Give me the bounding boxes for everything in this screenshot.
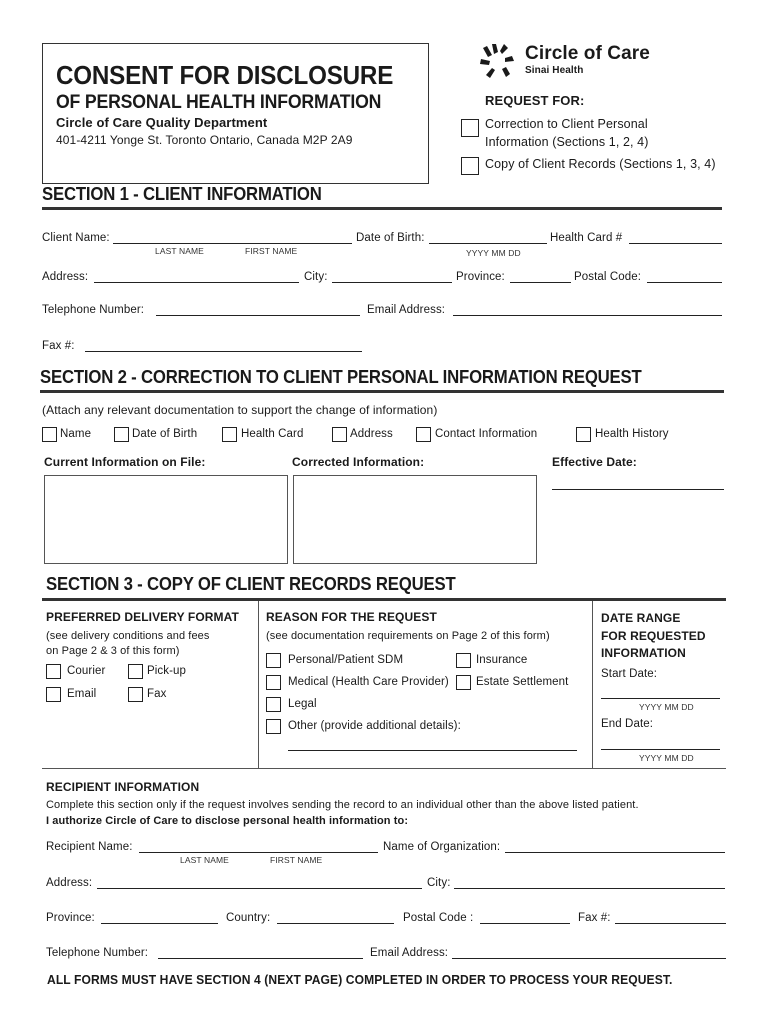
client-last-name-caption: LAST NAME [155,246,204,256]
correct-health-history-checkbox[interactable] [576,427,591,442]
reason-medical-checkbox[interactable] [266,675,281,690]
delivery-courier-label: Courier [67,665,106,677]
logo-name: Circle of Care [525,43,650,64]
recipient-email-label: Email Address: [370,947,449,959]
start-date-label: Start Date: [601,668,658,680]
effective-date-label: Effective Date: [552,455,637,469]
address-field[interactable] [94,282,299,283]
logo-mark-icon [478,42,518,82]
delivery-courier-checkbox[interactable] [46,664,61,679]
delivery-pickup-checkbox[interactable] [128,664,143,679]
delivery-note-line1: (see delivery conditions and fees [46,630,210,642]
reason-note: (see documentation requirements on Page 2 of this form) [266,630,550,642]
delivery-pickup-label: Pick-up [147,665,187,677]
end-date-field[interactable] [601,749,720,750]
request-for-label: REQUEST FOR: [485,93,585,108]
correct-address-checkbox[interactable] [332,427,347,442]
department-name: Circle of Care Quality Department [56,115,268,130]
section1-rule [42,207,722,210]
recipient-postal-code-field[interactable] [480,923,570,924]
address-label: Address: [42,271,89,283]
recipient-telephone-label: Telephone Number: [46,947,149,959]
telephone-label: Telephone Number: [42,304,145,316]
dob-label: Date of Birth: [356,232,425,244]
health-card-label: Health Card # [550,232,623,244]
recipient-province-label: Province: [46,912,95,924]
start-date-format-caption: YYYY MM DD [639,702,694,712]
reason-legal-label: Legal [288,698,317,710]
reason-personal-sdm-label: Personal/Patient SDM [288,654,404,666]
reason-legal-checkbox[interactable] [266,697,281,712]
section3-heading: SECTION 3 - COPY OF CLIENT RECORDS REQUEST [46,574,456,594]
recipient-postal-code-label: Postal Code : [403,912,474,924]
department-address: 401-4211 Yonge St. Toronto Ontario, Canada M2P 2A9 [56,133,353,147]
correct-contact-label: Contact Information [435,428,538,440]
recipient-city-label: City: [427,877,451,889]
request-correction-label-line2: Information (Sections 1, 2, 4) [485,135,649,149]
correct-contact-checkbox[interactable] [416,427,431,442]
correct-address-label: Address [350,428,393,440]
correct-health-card-checkbox[interactable] [222,427,237,442]
city-label: City: [304,271,328,283]
email-field[interactable] [453,315,722,316]
request-copy-label: Copy of Client Records (Sections 1, 3, 4) [485,157,716,171]
section3-rule [42,598,726,601]
reason-other-details-field[interactable] [288,750,577,751]
correct-dob-label: Date of Birth [132,428,198,440]
correct-dob-checkbox[interactable] [114,427,129,442]
correct-health-history-label: Health History [595,428,669,440]
current-info-textbox[interactable] [44,475,288,564]
city-field[interactable] [332,282,452,283]
request-correction-label-line1: Correction to Client Personal [485,117,648,131]
section2-heading: SECTION 2 - CORRECTION TO CLIENT PERSONAL INFORMATION REQUEST [40,367,642,387]
client-name-label: Client Name: [42,232,110,244]
recipient-heading: RECIPIENT INFORMATION [46,780,200,794]
recipient-name-field[interactable] [139,852,378,853]
dob-field[interactable] [429,243,547,244]
client-name-field[interactable] [113,243,352,244]
reason-insurance-label: Insurance [476,654,528,666]
footer-notice: ALL FORMS MUST HAVE SECTION 4 (NEXT PAGE) COMPLETED IN ORDER TO PROCESS YOUR REQUEST. [47,972,673,987]
delivery-fax-label: Fax [147,688,167,700]
delivery-email-label: Email [67,688,97,700]
recipient-country-field[interactable] [277,923,394,924]
corrected-info-textbox[interactable] [293,475,537,564]
email-label: Email Address: [367,304,446,316]
delivery-heading: PREFERRED DELIVERY FORMAT [46,610,239,624]
date-range-heading-line3: INFORMATION [601,646,686,660]
form-title-line2: OF PERSONAL HEALTH INFORMATION [56,92,382,113]
logo-subname: Sinai Health [525,65,584,76]
form-title-line1: CONSENT FOR DISCLOSURE [56,60,394,90]
province-field[interactable] [510,282,571,283]
recipient-last-name-caption: LAST NAME [180,855,229,865]
recipient-note: Complete this section only if the request involves sending the record to an individual other than the above listed patient. [46,799,639,811]
effective-date-field[interactable] [552,489,724,490]
fax-label: Fax #: [42,340,75,352]
end-date-label: End Date: [601,718,654,730]
reason-other-checkbox[interactable] [266,719,281,734]
delivery-note-line2: on Page 2 & 3 of this form) [46,645,180,657]
section1-heading: SECTION 1 - CLIENT INFORMATION [42,184,322,204]
postal-code-field[interactable] [647,282,722,283]
request-correction-checkbox[interactable] [461,119,479,137]
section3-divider-2 [592,601,593,768]
recipient-address-label: Address: [46,877,93,889]
delivery-fax-checkbox[interactable] [128,687,143,702]
recipient-fax-field[interactable] [615,923,726,924]
request-copy-checkbox[interactable] [461,157,479,175]
correct-health-card-label: Health Card [241,428,304,440]
recipient-country-label: Country: [226,912,271,924]
postal-code-label: Postal Code: [574,271,642,283]
correct-name-checkbox[interactable] [42,427,57,442]
dob-format-caption: YYYY MM DD [466,248,521,258]
reason-other-label: Other (provide additional details): [288,720,461,732]
reason-estate-label: Estate Settlement [476,676,569,688]
end-date-format-caption: YYYY MM DD [639,753,694,763]
corrected-info-label: Corrected Information: [292,455,425,469]
fax-field[interactable] [85,351,362,352]
reason-medical-label: Medical (Health Care Provider) [288,676,449,688]
recipient-telephone-field[interactable] [158,958,363,959]
section2-attach-note: (Attach any relevant documentation to support the change of information) [42,403,438,417]
recipient-authorize: I authorize Circle of Care to disclose personal health information to: [46,815,409,827]
province-label: Province: [456,271,505,283]
section3-bottom-rule [42,768,726,769]
reason-personal-sdm-checkbox[interactable] [266,653,281,668]
reason-insurance-checkbox[interactable] [456,653,471,668]
delivery-email-checkbox[interactable] [46,687,61,702]
correct-name-label: Name [60,428,92,440]
organization-label: Name of Organization: [383,841,501,853]
organization-field[interactable] [505,852,725,853]
date-range-heading-line1: DATE RANGE [601,611,681,625]
telephone-field[interactable] [156,315,360,316]
reason-estate-checkbox[interactable] [456,675,471,690]
section3-divider-1 [258,601,259,768]
recipient-email-field[interactable] [452,958,726,959]
recipient-city-field[interactable] [454,888,725,889]
section2-rule [40,390,724,393]
recipient-province-field[interactable] [101,923,218,924]
client-first-name-caption: FIRST NAME [245,246,298,256]
reason-heading: REASON FOR THE REQUEST [266,610,437,624]
circle-of-care-logo [478,42,658,84]
recipient-address-field[interactable] [97,888,422,889]
recipient-first-name-caption: FIRST NAME [270,855,323,865]
health-card-field[interactable] [629,243,722,244]
recipient-name-label: Recipient Name: [46,841,133,853]
recipient-fax-label: Fax #: [578,912,611,924]
start-date-field[interactable] [601,698,720,699]
date-range-heading-line2: FOR REQUESTED [601,629,706,643]
current-info-label: Current Information on File: [44,455,206,469]
